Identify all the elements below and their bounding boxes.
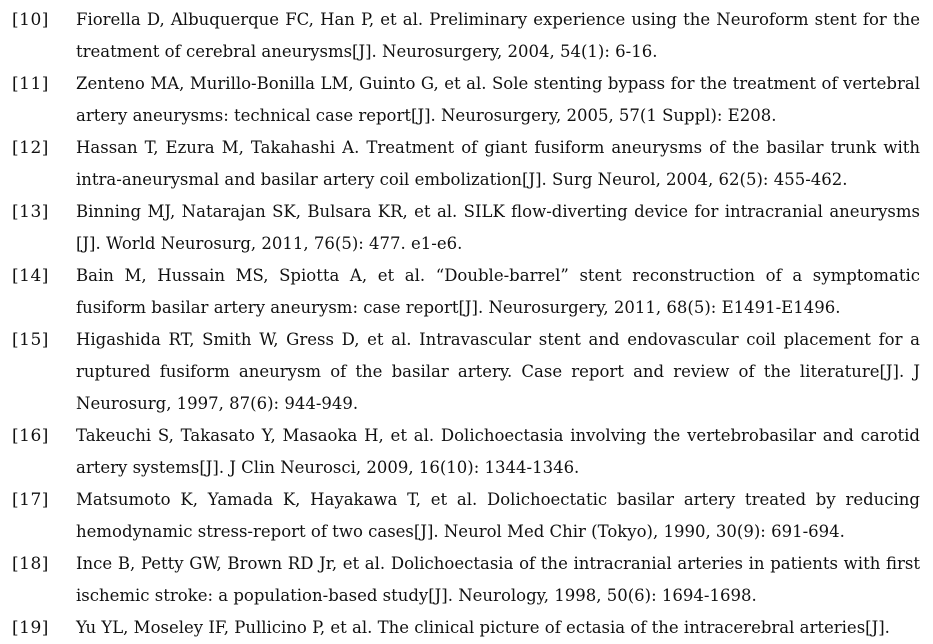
reference-text: Zenteno MA, Murillo-Bonilla LM, Guinto G, et al. Sole stenting bypass for the treatment of vertebral artery aneurysms: technical case report[J]. Neurosurgery, 2005, 57(1 Suppl): E208. <box>76 74 920 125</box>
reference-text: Yu YL, Moseley IF, Pullicino P, et al. The clinical picture of ectasia of the intracerebral arteries[J]. <box>76 618 890 637</box>
reference-item <box>0 420 933 484</box>
reference-text: Binning MJ, Natarajan SK, Bulsara KR, et al. SILK flow-diverting device for intracranial aneurysms [J]. World Neurosurg, 2011, 76(5): 477. e1-e6. <box>76 202 920 253</box>
reference-number: [17] <box>12 490 49 510</box>
reference-item <box>0 324 933 420</box>
reference-list <box>0 4 933 644</box>
reference-text: Fiorella D, Albuquerque FC, Han P, et al. Preliminary experience using the Neuroform stent for the treatment of cerebral aneurysms[J]. Neurosurgery, 2004, 54(1): 6-16. <box>76 10 920 61</box>
reference-number: [10] <box>12 10 49 30</box>
reference-text: Takeuchi S, Takasato Y, Masaoka H, et al. Dolichoectasia involving the vertebrobasilar and carotid artery systems[J]. J Clin Neurosci, 2009, 16(10): 1344-1346. <box>76 426 920 477</box>
reference-number: [12] <box>12 138 49 158</box>
reference-number: [18] <box>12 554 49 574</box>
reference-number: [19] <box>12 618 49 638</box>
reference-text: Ince B, Petty GW, Brown RD Jr, et al. Dolichoectasia of the intracranial arteries in patients with first ischemic stroke: a population-based study[J]. Neurology, 1998, 50(6): 1694-1698. <box>76 554 920 605</box>
reference-number: [14] <box>12 266 49 286</box>
reference-text: Matsumoto K, Yamada K, Hayakawa T, et al. Dolichoectatic basilar artery treated by reducing hemodynamic stress-report of two cases[J]. Neurol Med Chir (Tokyo), 1990, 30(9): 691-694. <box>76 490 920 541</box>
reference-item <box>0 484 933 548</box>
reference-item <box>0 196 933 260</box>
reference-number: [11] <box>12 74 49 94</box>
reference-item <box>0 132 933 196</box>
reference-text: Hassan T, Ezura M, Takahashi A. Treatment of giant fusiform aneurysms of the basilar trunk with intra-aneurysmal and basilar artery coil embolization[J]. Surg Neurol, 2004, 62(5): 455-462. <box>76 138 920 189</box>
reference-item <box>0 68 933 132</box>
reference-item <box>0 4 933 68</box>
reference-number: [16] <box>12 426 49 446</box>
reference-item <box>0 612 933 644</box>
reference-item <box>0 260 933 324</box>
reference-text: Higashida RT, Smith W, Gress D, et al. Intravascular stent and endovascular coil placement for a ruptured fusiform aneurysm of the basilar artery. Case report and review of the literature[J]. J Neurosurg, 1997, 87(6): 944-949. <box>76 330 920 413</box>
reference-number: [15] <box>12 330 49 350</box>
reference-number: [13] <box>12 202 49 222</box>
reference-item <box>0 548 933 612</box>
reference-text: Bain M, Hussain MS, Spiotta A, et al. “Double-barrel” stent reconstruction of a symptomatic fusiform basilar artery aneurysm: case report[J]. Neurosurgery, 2011, 68(5): E1491-E1496. <box>76 266 920 317</box>
